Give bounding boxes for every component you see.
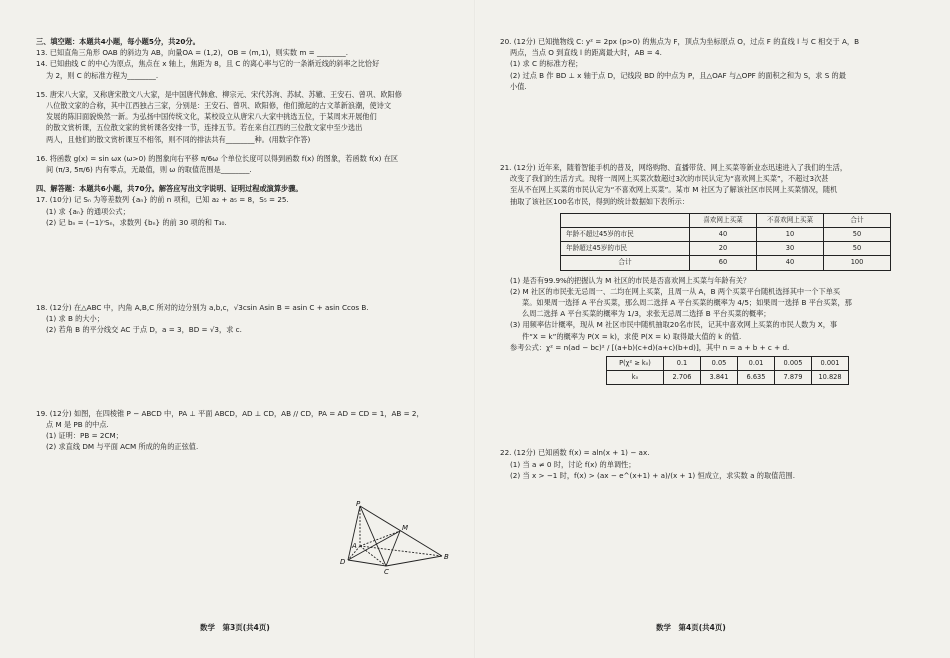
- table-cell: 0.01: [738, 357, 775, 371]
- table-cell: 10: [757, 228, 824, 242]
- table-cell: [561, 213, 690, 227]
- page-fold: [474, 0, 476, 658]
- left-page-footer: 数学 第3页(共4页): [200, 623, 270, 632]
- question-21-line3: 至从不在网上买菜的市民认定为“不喜欢网上买菜”。某市 M 社区为了解该社区市民网上买菜情况，随机: [510, 185, 838, 195]
- section-4-heading: 四、解答题：本题共6小题，共70分。解答应写出文字说明、证明过程或演算步骤。: [36, 184, 303, 194]
- question-21-part2-line2: 菜。如果周一选择 A 平台买菜，那么周二选择 A 平台买菜的概率为 4/5；如果周一选择 B 平台买菜，那: [522, 298, 852, 308]
- table-cell: 喜欢网上买菜: [690, 213, 757, 227]
- table-cell: 20: [690, 242, 757, 256]
- question-20-part2-line2: 小值.: [510, 81, 527, 91]
- question-19-line1: 19. (12分) 如图，在四棱锥 P − ABCD 中，PA ⊥ 平面 ABCD，AD ⊥ CD，AB // CD，PA = AD = CD = 1，AB = 2，: [36, 408, 424, 418]
- question-15-line5: 两人，且他们的散文赏析课互不相邻，则不同的排法共有________种。(用数字作答): [46, 134, 311, 144]
- table-cell: 6.635: [738, 371, 775, 385]
- question-21-part3-line2: 件“X = k”的概率为 P(X = k)，求使 P(X = k) 取得最大值的 k 的值.: [522, 331, 742, 341]
- question-18-part1: (1) 求 B 的大小；: [46, 314, 104, 324]
- table-cell: 50: [824, 228, 891, 242]
- pyramid-figure: [338, 500, 458, 576]
- label-m: M: [402, 524, 409, 532]
- question-17-part2: (2) 记 bₙ = (−1)ⁿSₙ，求数列 {bₙ} 的前 30 项的和 T₃₀.: [46, 217, 227, 227]
- table-cell: 2.706: [664, 371, 701, 385]
- question-22-part1: (1) 当 a ≠ 0 时，讨论 f(x) 的单调性；: [510, 459, 636, 469]
- question-15-line4: 的散文赏析课，五位散文家的赏析课各安排一节，连排五节。若在来自江西的三位散文家中至少选出: [46, 123, 363, 133]
- question-16-line1: 16. 将函数 g(x) = sin ωx (ω>0) 的图象向右平移 π/6ω 个单位长度可以得到函数 f(x) 的图象，若函数 f(x) 在区: [36, 153, 399, 163]
- table-cell: k₀: [607, 371, 664, 385]
- survey-table: [560, 213, 891, 271]
- table-cell: P(χ² ≥ k₀): [607, 357, 664, 371]
- table-row: [607, 371, 849, 385]
- question-14-line1: 14. 已知曲线 C 的中心为原点，焦点在 x 轴上，焦距为 8，且 C 的离心率与它的一条渐近线的斜率之比恰好: [36, 59, 380, 69]
- question-19-line2: 点 M 是 PB 的中点.: [46, 419, 109, 429]
- table-row: [561, 213, 891, 227]
- question-20-line2: 两点，当点 O 到直线 l 的距离最大时，AB = 4.: [510, 48, 662, 58]
- table-cell: 0.05: [701, 357, 738, 371]
- label-p: P: [356, 500, 361, 508]
- question-14-line2: 为 2，则 C 的标准方程为________.: [46, 70, 159, 80]
- table-cell: 不喜欢网上买菜: [757, 213, 824, 227]
- table-row: [561, 242, 891, 256]
- question-15-line2: 八位散文家的合称，其中江西独占三家，分别是：王安石、曾巩、欧阳修，他们掀起的古文革新浪潮，使诗文: [46, 101, 392, 111]
- question-21-line2: 改变了我们的生活方式。现将一周网上买菜次数超过3次的市民认定为“喜欢网上买菜”，不超过3次甚: [510, 174, 829, 184]
- question-15-line3: 发展的陈旧面貌焕然一新。为弘扬中国传统文化，某校设立从唐宋八大家中挑选五位，于某周末开展他们: [46, 112, 377, 122]
- question-19-part1: (1) 证明：PB = 2CM；: [46, 431, 123, 441]
- question-18: 18. (12分) 在△ABC 中，内角 A,B,C 所对的边分别为 a,b,c，√3csin Asin B = asin C + asin Ccos B.: [36, 303, 369, 313]
- table-cell: 0.001: [812, 357, 849, 371]
- table-cell: 0.005: [775, 357, 812, 371]
- table-cell: 50: [824, 242, 891, 256]
- question-21-line4: 抽取了该社区100名市民，得到的统计数据如下表所示：: [510, 196, 690, 206]
- question-17: 17. (10分) 记 Sₙ 为等差数列 {aₙ} 的前 n 项和，已知 a₂ + a₅ = 8，S₅ = 25.: [36, 195, 289, 205]
- question-21-part2-line3: 么周二选择 A 平台买菜的概率为 1/3，求张无忌周二选择 B 平台买菜的概率；: [522, 309, 771, 319]
- question-19-part2: (2) 求直线 DM 与平面 ACM 所成的角的正弦值.: [46, 442, 199, 452]
- question-22: 22. (12分) 已知函数 f(x) = aln(x + 1) − ax.: [500, 448, 650, 458]
- question-22-part2: (2) 当 x > −1 时，f(x) > (ax − e^(x+1) + a)/(x + 1) 恒成立，求实数 a 的取值范围.: [510, 470, 796, 480]
- reference-formula: 参考公式：χ² = n(ad − bc)² / [(a+b)(c+d)(a+c)(b+d)]，其中 n = a + b + c + d.: [510, 342, 790, 352]
- question-20-line1: 20. (12分) 已知抛物线 C: y² = 2px (p>0) 的焦点为 F，顶点为坐标原点 O，过点 F 的直线 l 与 C 相交于 A，B: [500, 37, 860, 46]
- table-cell: 10.828: [812, 371, 849, 385]
- table-cell: 30: [757, 242, 824, 256]
- question-21-part2-line1: (2) M 社区的市民张无忌周一、二均在网上买菜，且周一从 A，B 两个买菜平台随机选择其中一个下单买: [510, 286, 841, 296]
- section-3-heading: 三、填空题：本题共4小题，每小题5分，共20分。: [36, 37, 200, 46]
- question-13: 13. 已知直角三角形 OAB 的斜边为 AB，向量OA = (1,2)，OB = (m,1)，则实数 m = ________.: [36, 48, 348, 58]
- table-cell: 0.1: [664, 357, 701, 371]
- table-cell: 7.879: [775, 371, 812, 385]
- table-row: [607, 357, 849, 371]
- table-cell: 40: [690, 228, 757, 242]
- table-cell: 3.841: [701, 371, 738, 385]
- question-20-part2-line1: (2) 过点 B 作 BD ⊥ x 轴于点 D，记线段 BD 的中点为 P，且△OAF 与△OPF 的面积之和为 S，求 S 的最: [510, 70, 846, 80]
- table-cell: 合计: [824, 213, 891, 227]
- label-c: C: [384, 568, 389, 576]
- question-20-part1: (1) 求 C 的标准方程；: [510, 59, 583, 69]
- question-15-line1: 15. 唐宋八大家，又称唐宋散文八大家，是中国唐代韩愈、柳宗元、宋代苏洵、苏轼、苏辙、王安石、曾巩、欧阳修: [36, 89, 402, 99]
- table-cell: 年龄超过45岁的市民: [561, 242, 690, 256]
- table-cell: 100: [824, 256, 891, 270]
- right-page: [500, 36, 922, 481]
- table-cell: 60: [690, 256, 757, 270]
- question-17-part1: (1) 求 {aₙ} 的通项公式；: [46, 206, 130, 216]
- critical-value-table: [606, 356, 849, 385]
- question-18-part2: (2) 若角 B 的平分线交 AC 于点 D，a = 3，BD = √3，求 c.: [46, 325, 242, 335]
- right-page-footer: 数学 第4页(共4页): [656, 623, 726, 632]
- table-row: [561, 256, 891, 270]
- question-21-part1: (1) 是否有99.9%的把握认为 M 社区的市民是否喜欢网上买菜与年龄有关？: [510, 275, 751, 285]
- table-cell: 合计: [561, 256, 690, 270]
- table-cell: 40: [757, 256, 824, 270]
- left-page: [36, 36, 466, 452]
- label-a: A: [352, 542, 357, 550]
- label-b: B: [444, 553, 449, 561]
- question-21-line1: 21. (12分) 近年来，随着智能手机的普及，网络购物、直播带货、网上买菜等新业态迅速进入了我们的生活，: [500, 163, 848, 173]
- label-d: D: [340, 558, 346, 566]
- question-16-line2: 间 (π/3, 5π/6) 内有零点，无最值，则 ω 的取值范围是________.: [46, 165, 252, 175]
- table-row: [561, 228, 891, 242]
- table-cell: 年龄不超过45岁的市民: [561, 228, 690, 242]
- question-21-part3-line1: (3) 用频率估计概率，现从 M 社区市民中随机抽取20名市民，记其中喜欢网上买菜的市民人数为 X，事: [510, 320, 838, 330]
